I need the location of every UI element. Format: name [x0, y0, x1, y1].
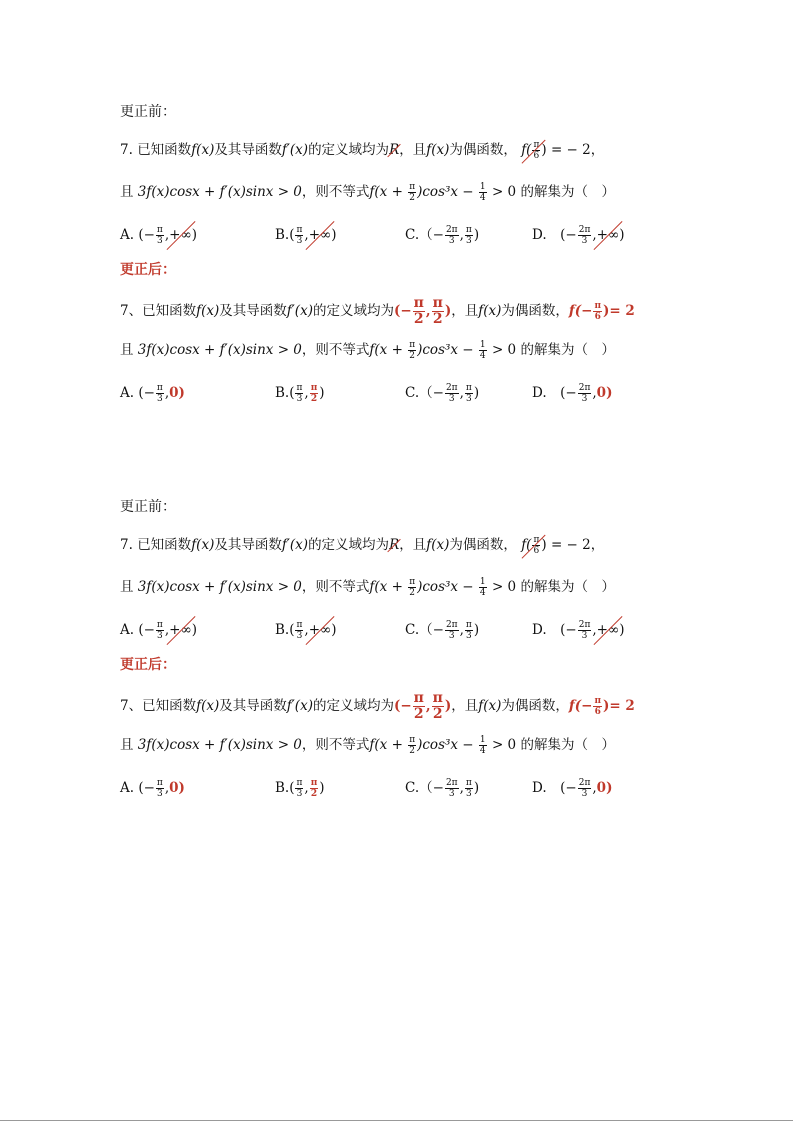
num: 2π [445, 383, 458, 393]
math-f: f( [521, 142, 532, 158]
text: ，则不等式 [301, 184, 370, 200]
comma: , [425, 698, 431, 714]
label: D. (− [532, 385, 577, 401]
fraction [310, 383, 319, 404]
text: 的定义域均为 [308, 142, 390, 158]
text: 已知函数 [142, 303, 197, 319]
after-option-b [275, 777, 325, 799]
text: 为偶函数， [449, 537, 517, 553]
label: C.（− [405, 780, 444, 796]
fraction [445, 225, 459, 246]
text: ，且 [399, 142, 427, 158]
struck-end: ,+∞) [592, 224, 624, 246]
before-option-d [532, 619, 625, 641]
before-question-line-2 [120, 182, 615, 203]
fraction [532, 140, 540, 161]
den: 3 [448, 236, 455, 246]
den: 2 [409, 193, 416, 203]
num: 1 [479, 182, 486, 192]
num: 2π [578, 778, 591, 788]
text: 的定义域均为 [312, 698, 394, 714]
question-number: 7、 [120, 303, 143, 319]
paren: ) [473, 780, 480, 796]
text: 为偶函数， [449, 142, 517, 158]
den: 3 [466, 394, 472, 404]
den: 3 [581, 631, 588, 641]
before-option-c [405, 619, 479, 641]
math: > 0 [491, 342, 517, 358]
den: 3 [157, 631, 163, 641]
math: f(x + [369, 579, 403, 595]
math-inequality: 3f(x)cosx + f′(x)sinx > 0 [137, 342, 302, 358]
text: 已知函数 [137, 537, 192, 553]
fraction [156, 383, 164, 404]
math-fx: f(x) [478, 303, 502, 319]
comma: , [164, 385, 170, 401]
math-inequality: 3f(x)cosx + f′(x)sinx > 0 [137, 579, 302, 595]
paren: ) [473, 385, 480, 401]
text: 为偶函数， [501, 698, 569, 714]
label: A. (− [120, 227, 155, 243]
den: 3 [581, 236, 588, 246]
num: 1 [479, 577, 486, 587]
den: 3 [296, 631, 303, 641]
math-fx: f(x) [426, 537, 450, 553]
text: 且 [120, 579, 134, 595]
text: ，则不等式 [301, 579, 370, 595]
math-fx: f(x) [426, 142, 450, 158]
math-fx: f(x) [196, 698, 220, 714]
text: 且 [120, 342, 134, 358]
comma: , [459, 227, 464, 243]
page-bottom-divider [0, 1120, 793, 1121]
text: 已知函数 [142, 698, 197, 714]
den: 6 [533, 546, 540, 556]
before-heading: 更正前： [120, 104, 176, 120]
struck-domain: R [389, 537, 400, 553]
den: 3 [581, 394, 588, 404]
den: 3 [296, 789, 303, 799]
den: 2 [432, 311, 443, 327]
paren: ) [541, 142, 547, 158]
text: ，且 [451, 698, 479, 714]
struck-domain: R [389, 142, 400, 158]
math-fx: f(x) [191, 142, 215, 158]
den: 2 [409, 351, 416, 361]
fraction [445, 778, 459, 799]
corrected-end: 0) [169, 780, 185, 796]
text: ，且 [399, 537, 427, 553]
label: C.（− [405, 622, 444, 638]
text: 的解集为（ ） [520, 342, 615, 358]
fraction [310, 778, 319, 799]
den: 3 [157, 789, 163, 799]
paren: ) [603, 698, 610, 714]
text: 的定义域均为 [308, 537, 390, 553]
num: π [156, 225, 163, 235]
den: 2 [432, 706, 443, 722]
num: π [296, 225, 303, 235]
math: )cos³x − [417, 342, 474, 358]
struck-end: ,+∞) [304, 619, 336, 641]
num: π [156, 620, 163, 630]
fraction [578, 620, 592, 641]
text: 及其导函数 [219, 698, 287, 714]
text: 的解集为（ ） [520, 737, 615, 753]
text: 且 [120, 184, 134, 200]
after-option-c [405, 777, 479, 799]
den: 3 [157, 236, 163, 246]
label: D. (− [532, 227, 577, 243]
num: 2π [445, 225, 458, 235]
num: π [465, 778, 472, 788]
num: π [310, 778, 318, 788]
num: 2π [578, 383, 591, 393]
struck-condition [521, 140, 546, 161]
before-option-a [120, 224, 197, 246]
after-option-b [275, 382, 325, 404]
math: )cos³x − [417, 184, 474, 200]
fraction [295, 225, 303, 246]
label: A. (− [120, 385, 155, 401]
fraction [408, 182, 416, 203]
paren: ) [444, 303, 452, 319]
num: π [156, 383, 163, 393]
fraction [432, 691, 444, 722]
num: π [465, 620, 472, 630]
den: 4 [479, 588, 486, 598]
den: 3 [466, 236, 472, 246]
den: 3 [296, 236, 303, 246]
before-heading: 更正前： [120, 499, 176, 515]
num: π [594, 696, 602, 706]
den: 3 [466, 631, 472, 641]
struck-end: ,+∞) [165, 224, 197, 246]
fraction [465, 383, 473, 404]
after-option-c [405, 382, 479, 404]
num: 2π [578, 620, 591, 630]
corrected-end: 0) [596, 385, 613, 401]
text: 的定义域均为 [312, 303, 394, 319]
math-fpx: f′(x) [281, 537, 309, 553]
math-inequality: 3f(x)cosx + f′(x)sinx > 0 [137, 737, 302, 753]
math-inequality: 3f(x)cosx + f′(x)sinx > 0 [137, 184, 302, 200]
after-question-line-2 [120, 735, 615, 756]
math-f: f(− [568, 303, 593, 319]
after-option-a [120, 382, 185, 404]
before-option-d [532, 224, 625, 246]
text: 及其导函数 [214, 537, 282, 553]
num: π [594, 301, 602, 311]
fraction [156, 225, 164, 246]
label: A. (− [120, 622, 155, 638]
comma: , [592, 780, 597, 796]
comma: , [304, 385, 309, 401]
label: C.（− [405, 227, 444, 243]
struck-condition [521, 535, 546, 556]
num: π [432, 690, 443, 706]
math-f: f( [521, 537, 532, 553]
den: 4 [479, 193, 486, 203]
corrected-end: 0) [596, 780, 613, 796]
after-question-line-2 [120, 340, 615, 361]
label: B.( [275, 622, 295, 638]
fraction [445, 383, 459, 404]
text: ，且 [451, 303, 479, 319]
before-option-b [275, 224, 337, 246]
den: 2 [413, 311, 424, 327]
cond-value: = 2 [609, 303, 635, 319]
fraction [465, 225, 473, 246]
fraction [465, 620, 473, 641]
fraction [156, 620, 164, 641]
den: 6 [594, 312, 601, 322]
num: π [413, 690, 424, 706]
num: π [409, 182, 416, 192]
fraction [479, 182, 487, 203]
math: > 0 [491, 184, 517, 200]
text: ，则不等式 [301, 342, 370, 358]
after-question-line-1 [120, 691, 635, 722]
question-number: 7. [120, 142, 133, 158]
question-number: 7、 [120, 698, 143, 714]
fraction [578, 383, 592, 404]
after-option-d [532, 777, 612, 799]
den: 3 [466, 789, 472, 799]
comma: , [459, 385, 464, 401]
label: D. (− [532, 622, 577, 638]
num: π [409, 340, 416, 350]
num: π [296, 383, 303, 393]
question-number: 7. [120, 537, 133, 553]
text: 的解集为（ ） [520, 184, 615, 200]
math: )cos³x − [417, 579, 474, 595]
num: 2π [445, 778, 458, 788]
text: 已知函数 [137, 142, 192, 158]
math-fx: f(x) [196, 303, 220, 319]
num: 1 [479, 735, 486, 745]
cond-value: = 2 [609, 698, 635, 714]
struck-end: ,+∞) [592, 619, 624, 641]
num: π [409, 735, 416, 745]
fraction [479, 735, 487, 756]
num: π [465, 383, 472, 393]
paren: ) [319, 385, 325, 401]
num: π [296, 620, 303, 630]
den: 4 [479, 351, 486, 361]
math-fx: f(x) [478, 698, 502, 714]
fraction [295, 778, 303, 799]
num: π [465, 225, 472, 235]
num: π [296, 778, 303, 788]
math: f(x + [369, 737, 403, 753]
math: f(x + [369, 342, 403, 358]
struck-end: ,+∞) [304, 224, 336, 246]
paren: ) [319, 780, 325, 796]
struck-end: ,+∞) [165, 619, 197, 641]
corrected-end: 0) [169, 385, 185, 401]
math-fpx: f′(x) [286, 698, 313, 714]
comma: , [425, 303, 431, 319]
fraction [413, 691, 425, 722]
paren: ) [444, 698, 452, 714]
math-fx: f(x) [191, 537, 215, 553]
before-option-a [120, 619, 197, 641]
num: π [533, 535, 540, 545]
comma: , [459, 780, 464, 796]
paren: (− [393, 698, 412, 714]
before-option-c [405, 224, 479, 246]
den: 3 [296, 394, 303, 404]
before-question-line-2 [120, 577, 615, 598]
num: 2π [578, 225, 591, 235]
fraction [432, 296, 444, 327]
fraction [593, 696, 602, 717]
fraction [578, 778, 592, 799]
num: π [156, 778, 163, 788]
text: 的解集为（ ） [520, 579, 615, 595]
math-f: f(− [568, 698, 593, 714]
text: 且 [120, 737, 134, 753]
num: π [533, 140, 540, 150]
fraction [465, 778, 473, 799]
den: 2 [310, 394, 318, 404]
fraction [479, 577, 487, 598]
fraction [156, 778, 164, 799]
fraction [413, 296, 425, 327]
den: 2 [409, 746, 416, 756]
num: 1 [479, 340, 486, 350]
label: C.（− [405, 385, 444, 401]
after-question-line-1 [120, 296, 635, 327]
fraction [532, 535, 540, 556]
before-option-b [275, 619, 337, 641]
den: 3 [448, 631, 455, 641]
fraction [445, 620, 459, 641]
den: 2 [310, 789, 318, 799]
math: > 0 [491, 737, 517, 753]
den: 3 [581, 789, 588, 799]
fraction [408, 340, 416, 361]
math: f(x + [369, 184, 403, 200]
den: 3 [448, 789, 455, 799]
comma: , [592, 385, 597, 401]
before-question-line-1 [120, 140, 604, 161]
before-question-line-1 [120, 535, 604, 556]
math: > 0 [491, 579, 517, 595]
after-option-d [532, 382, 612, 404]
cond-value: = − 2， [550, 142, 605, 158]
label: B.( [275, 780, 295, 796]
text: 及其导函数 [219, 303, 287, 319]
fraction [578, 225, 592, 246]
paren: ) [473, 227, 480, 243]
paren: (− [393, 303, 412, 319]
label: B.( [275, 227, 295, 243]
label: D. (− [532, 780, 577, 796]
paren: ) [541, 537, 547, 553]
den: 2 [409, 588, 416, 598]
paren: ) [473, 622, 480, 638]
text: 及其导函数 [214, 142, 282, 158]
paren: ) [603, 303, 610, 319]
label: A. (− [120, 780, 155, 796]
fraction [408, 735, 416, 756]
comma: , [304, 780, 309, 796]
fraction [479, 340, 487, 361]
fraction [295, 383, 303, 404]
text: 为偶函数， [501, 303, 569, 319]
comma: , [164, 780, 170, 796]
cond-value: = − 2， [550, 537, 605, 553]
math: )cos³x − [417, 737, 474, 753]
den: 3 [157, 394, 163, 404]
den: 6 [594, 707, 601, 717]
den: 6 [533, 151, 540, 161]
den: 2 [413, 706, 424, 722]
num: 2π [445, 620, 458, 630]
num: π [409, 577, 416, 587]
math-fpx: f′(x) [281, 142, 309, 158]
after-option-a [120, 777, 185, 799]
fraction [295, 620, 303, 641]
label: B.( [275, 385, 295, 401]
den: 3 [448, 394, 455, 404]
num: π [413, 295, 424, 311]
fraction [408, 577, 416, 598]
math-fpx: f′(x) [286, 303, 313, 319]
after-heading: 更正后： [120, 262, 176, 278]
after-heading: 更正后： [120, 657, 176, 673]
comma: , [459, 622, 464, 638]
fraction [593, 301, 602, 322]
text: ，则不等式 [301, 737, 370, 753]
num: π [432, 295, 443, 311]
den: 4 [479, 746, 486, 756]
num: π [310, 383, 318, 393]
